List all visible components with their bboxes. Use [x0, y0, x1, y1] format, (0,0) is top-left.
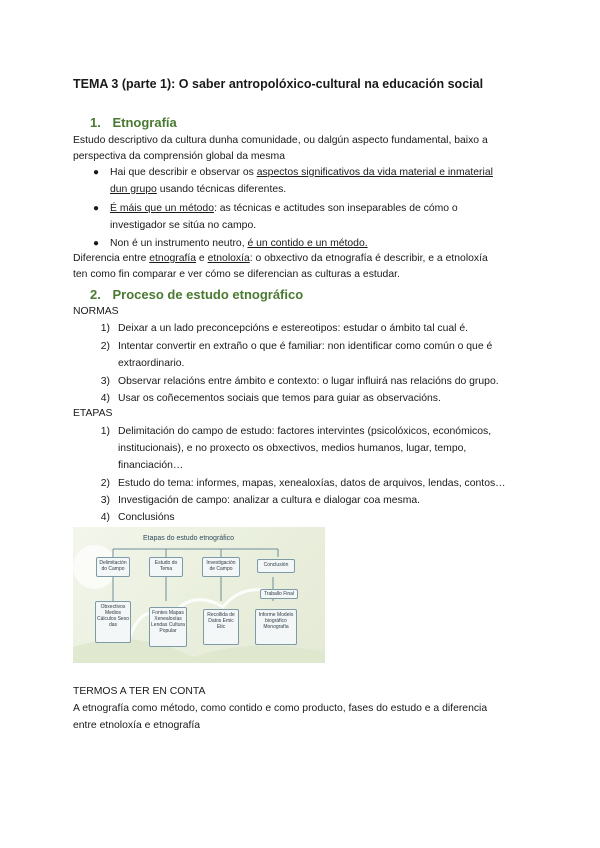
normas-label: NORMAS [73, 306, 119, 317]
norma-4: Usar os coñecementos sociais que temos para guiar as observacións. [118, 393, 441, 404]
norma-3: Observar relacións entre ámbito e contexto: o lugar influirá nas relacións do grupo. [118, 376, 499, 387]
page-title: TEMA 3 (parte 1): O saber antropolóxico-cultural na educación social [73, 77, 484, 91]
diagram-stage-1: Delimitación do Campo [96, 557, 130, 577]
list-number: 3) [100, 495, 110, 506]
section2-heading [90, 287, 303, 302]
etapas-label: ETAPAS [73, 408, 113, 419]
bullet-2-line1: É máis que un método: as técnicas e actitudes son inseparables de cómo o [110, 203, 458, 214]
section2-title: Proceso de estudo etnográfico [112, 287, 304, 302]
termos-label: TERMOS A TER EN CONTA [73, 686, 206, 697]
diagram-sub-4: Informe Modelo biográfico Monografía [255, 609, 297, 645]
termos-line2: entre etnoloxía e etnografía [73, 720, 201, 731]
list-number: 1) [100, 426, 110, 437]
bullet-1-line1: Hai que describir e observar os aspectos significativos da vida material e inmaterial [110, 167, 493, 178]
diagram-stage-3: Investigación de Campo [202, 557, 240, 577]
diagram-stage-4: Conclusión [257, 559, 295, 573]
etapa-4: Conclusións [118, 512, 175, 523]
bullet-1-line2: dun grupo usando técnicas diferentes. [110, 184, 287, 195]
bullet-2-line2: investigador se sitúa no campo. [110, 220, 257, 231]
list-number: 4) [100, 393, 110, 404]
norma-1: Deixar a un lado preconcepcións e estereotipos: estudar o ámbito tal cual é. [118, 323, 469, 334]
section1-heading [90, 115, 177, 130]
difference-line1: Diferencia entre etnografía e etnoloxía: o obxectivo da etnografía é describir, e a etnoloxía [73, 253, 488, 264]
etapa-3: Investigación de campo: analizar a cultura e dialogar coa mesma. [118, 495, 421, 506]
bullet-dot-icon: ● [93, 167, 100, 178]
bullet-3-line1: Non é un instrumento neutro, é un contido e un método. [110, 238, 368, 249]
ethnographic-stages-diagram [73, 527, 325, 663]
etapa-1-line3: financiación… [118, 460, 184, 471]
list-number: 3) [100, 376, 110, 387]
section1-title: Etnografía [112, 115, 177, 130]
list-number: 4) [100, 512, 110, 523]
norma-2-line2: extraordinario. [118, 358, 185, 369]
termos-line1: A etnografía como método, como contido e como producto, fases do estudo e a diferencia [73, 703, 488, 714]
diagram-title: Etapas do estudo etnográfico [143, 535, 235, 542]
list-number: 2) [100, 478, 110, 489]
diagram-sub-3: Recollida de Datos Emic Etic [203, 609, 239, 645]
bullet-dot-icon: ● [93, 238, 100, 249]
section1-number: 1. [90, 115, 101, 130]
bullet-dot-icon: ● [93, 203, 100, 214]
section2-number: 2. [90, 287, 101, 302]
etapa-1-line2: institucionais), e no proxecto os obxectivos, medios humanos, lugar, tempo, [118, 443, 467, 454]
list-number: 1) [100, 323, 110, 334]
list-number: 2) [100, 341, 110, 352]
diagram-sub-2: Fontes Mapas Xenealoxías Lendas Cultura Popular [149, 607, 187, 647]
etapa-2: Estudo do tema: informes, mapas, xenealoxías, datos de arquivos, lendas, contos… [118, 478, 506, 489]
diagram-stage-2: Estudo do Tema [149, 557, 183, 577]
section1-intro-line1: Estudo descriptivo da cultura dunha comunidade, ou dalgún aspecto fundamental, baixo a [73, 135, 488, 146]
difference-line2: ten como fin comparar e ver cómo se diferencian as culturas a estudar. [73, 269, 400, 280]
etapa-1-line1: Delimitación do campo de estudo: factores intervintes (psicolóxicos, económicos, [118, 426, 492, 437]
diagram-final-work: Traballo Final [260, 589, 298, 599]
section1-intro-line2: perspectiva da comprensión global da mesma [73, 151, 285, 162]
norma-2-line1: Intentar convertir en extraño o que é familiar: non identificar como común o que é [118, 341, 493, 352]
diagram-sub-1: Obxectivos Medios Cálculos Sexo das [95, 601, 131, 643]
